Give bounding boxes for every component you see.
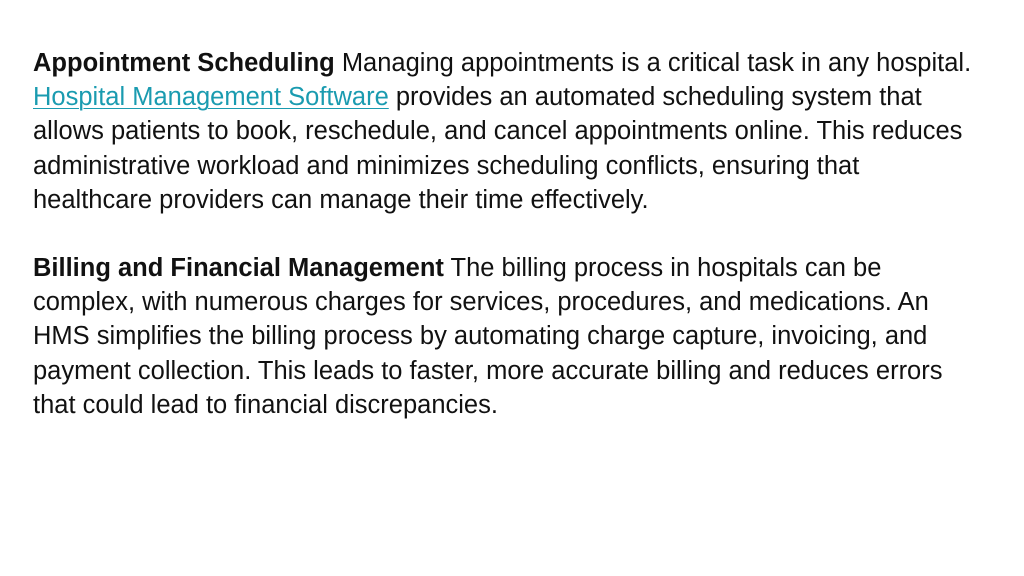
appointment-scheduling-paragraph xyxy=(33,46,978,217)
appointment-scheduling-text-after-link: provides an automated scheduling system that allows patients to book, reschedule, and cancel appointments online. This reduces administrative workload and minimizes scheduling conflicts, ensuring that healthcare providers can manage their time effectively. xyxy=(33,83,963,214)
billing-financial-heading: Billing and Financial Management xyxy=(33,254,444,283)
appointment-scheduling-text-before-link: Managing appointments is a critical task in any hospital. xyxy=(334,49,972,77)
appointment-scheduling-heading: Appointment Scheduling xyxy=(33,49,335,77)
billing-financial-text: The billing process in hospitals can be complex, with numerous charges for services, procedures, and medications. An HMS simplifies the billing process by automating charge capture, invoicing, and payment collection. This leads to faster, more accurate billing and reduces errors that could lead to financial discrepancies. xyxy=(33,254,943,419)
billing-financial-paragraph xyxy=(33,251,978,422)
document-body xyxy=(33,46,978,422)
hospital-management-software-link[interactable]: Hospital Management Software xyxy=(33,83,389,112)
